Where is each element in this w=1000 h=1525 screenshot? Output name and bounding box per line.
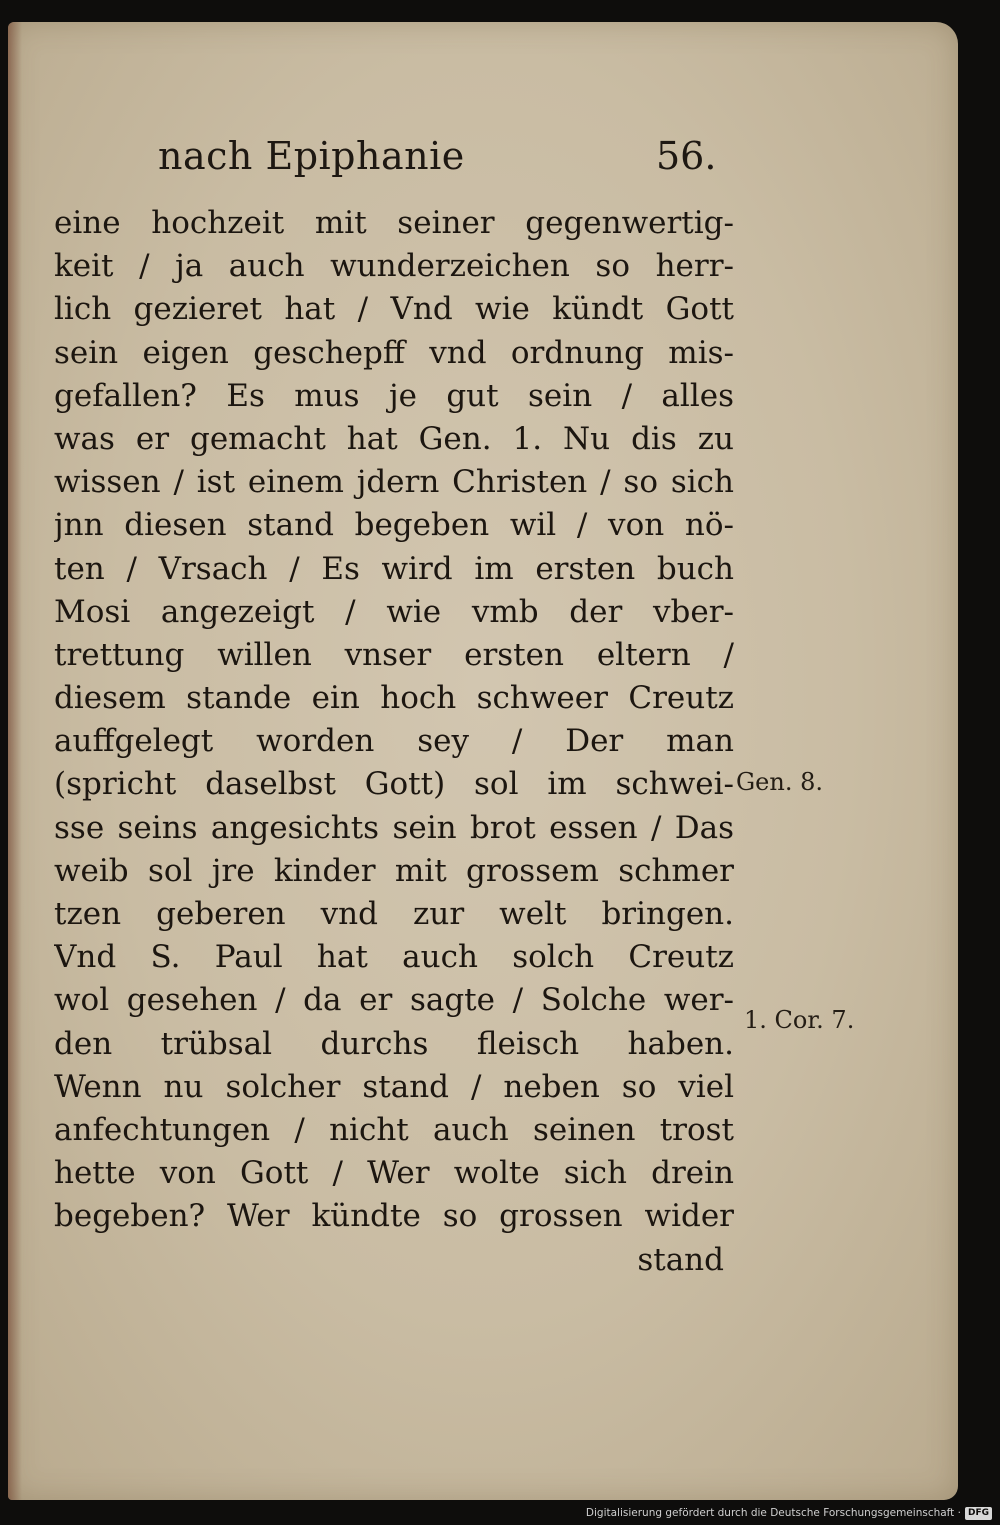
dfg-logo: DFG bbox=[965, 1507, 992, 1520]
text-line: gefallen? Es mus je gut sein / alles bbox=[54, 377, 734, 414]
text-line: Wenn nu solcher stand / neben so viel bbox=[54, 1068, 734, 1105]
text-line: lich gezieret hat / Vnd wie kündt Gott bbox=[54, 291, 734, 328]
catchword-line: stand bbox=[637, 1241, 724, 1278]
credit-text: Digitalisierung gefördert durch die Deutsche Forschungsgemeinschaft · bbox=[585, 1507, 961, 1519]
margin-note-cor: 1. Cor. 7. bbox=[744, 1006, 855, 1034]
text-line: ten / Vrsach / Es wird im ersten buch bbox=[54, 550, 734, 587]
text-line: begeben? Wer kündte so grossen wider bbox=[54, 1198, 734, 1235]
margin-note-gen: Gen. 8. bbox=[736, 768, 823, 796]
text-line: Vnd S. Paul hat auch solch Creutz bbox=[54, 939, 734, 976]
text-line: jnn diesen stand begeben wil / von nö- bbox=[54, 507, 734, 544]
text-line: trettung willen vnser ersten eltern / bbox=[54, 636, 734, 673]
digitization-credit bbox=[586, 1505, 992, 1521]
text-line: auffgelegt worden sey / Der man bbox=[54, 723, 734, 760]
text-line: Mosi angezeigt / wie vmb der vber- bbox=[54, 593, 734, 630]
text-line: sein eigen geschepff vnd ordnung mis- bbox=[54, 334, 734, 371]
text-line: anfechtungen / nicht auch seinen trost bbox=[54, 1111, 734, 1148]
text-line: den trübsal durchs fleisch haben. bbox=[54, 1025, 734, 1062]
text-line: diesem stande ein hoch schweer Creutz bbox=[54, 680, 734, 717]
text-line: keit / ja auch wunderzeichen so herr- bbox=[54, 248, 734, 285]
body-text bbox=[54, 202, 734, 1282]
text-line: tzen geberen vnd zur welt bringen. bbox=[54, 896, 734, 932]
text-line: hette von Gott / Wer wolte sich drein bbox=[54, 1155, 734, 1192]
book-page bbox=[8, 22, 958, 1500]
text-line: wissen / ist einem jdern Christen / so sich bbox=[54, 464, 734, 501]
page-number: 56. bbox=[656, 134, 717, 178]
text-line: eine hochzeit mit seiner gegenwertig- bbox=[54, 205, 734, 241]
text-line: weib sol jre kinder mit grossem schmer bbox=[54, 852, 734, 889]
text-line: was er gemacht hat Gen. 1. Nu dis zu bbox=[54, 420, 734, 457]
running-header: nach Epiphanie bbox=[158, 134, 465, 178]
text-line: sse seins angesichts sein brot essen / Das bbox=[54, 809, 734, 846]
text-line: wol gesehen / da er sagte / Solche wer- bbox=[54, 982, 734, 1019]
text-line: (spricht daselbst Gott) sol im schwei- bbox=[54, 766, 734, 803]
